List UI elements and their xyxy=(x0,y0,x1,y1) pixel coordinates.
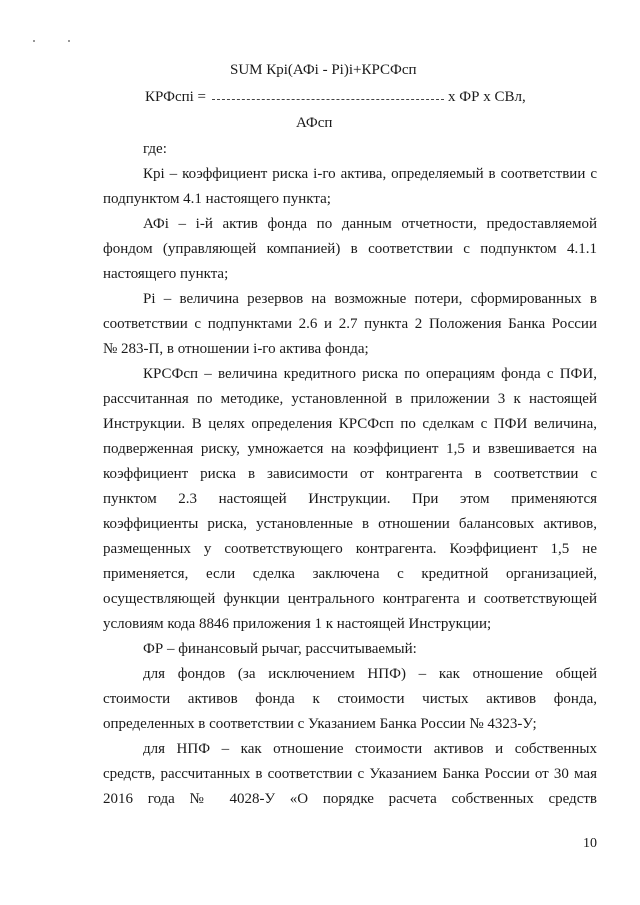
formula-numerator: SUM Крi(АФi - Рi)i+КРСФсп xyxy=(230,62,417,78)
text-line: определенных в соответствии с Указанием Банка России № 4323-У; xyxy=(103,716,537,732)
formula-left-side: КРФспi = xyxy=(145,89,207,105)
text-line: соответствии с подпунктами 2.6 и 2.7 пункта 2 Положения Банка России xyxy=(103,316,597,332)
text-line: для НПФ – как отношение стоимости активов и собственных xyxy=(143,741,597,757)
text-line: применяется, если сделка заключена с кредитной организацией, xyxy=(103,566,597,582)
text-line: для фондов (за исключением НПФ) – как отношение общей xyxy=(143,666,597,682)
text-line: коэффициенты риска, установленные в отношении балансовых активов, xyxy=(103,516,597,532)
text-line: подверженная риску, умножается на коэффициент 1,5 и взвешивается на xyxy=(103,441,597,457)
scan-speck xyxy=(68,40,70,42)
text-line: Рi – величина резервов на возможные потери, сформированных в xyxy=(143,291,597,307)
text-line: коэффициент риска в зависимости от контрагента в соответствии с xyxy=(103,466,597,482)
text-line: Крi – коэффициент риска i-го актива, определяемый в соответствии с xyxy=(143,166,597,182)
text-line: 2016 года № 4028-У «О порядке расчета собственных средств xyxy=(103,791,597,807)
text-line: АФi – i-й актив фонда по данным отчетности, предоставляемой xyxy=(143,216,597,232)
text-line: размещенных у соответствующего контрагента. Коэффициент 1,5 не xyxy=(103,541,597,557)
text-line: рассчитанная по методике, установленной в приложении 3 к настоящей xyxy=(103,391,597,407)
text-line: № 283-П, в отношении i-го актива фонда; xyxy=(103,341,369,357)
page-number: 10 xyxy=(583,836,597,851)
text-line: стоимости активов фонда к стоимости чистых активов фонда, xyxy=(103,691,597,707)
scan-speck xyxy=(33,40,35,42)
formula-denominator: АФсп xyxy=(296,115,333,131)
text-line: где: xyxy=(143,141,167,157)
text-line: осуществляющей функции центрального контрагента и соответствующей xyxy=(103,591,597,607)
text-line: условиям кода 8846 приложения 1 к настоящей Инструкции; xyxy=(103,616,492,632)
text-line: настоящего пункта; xyxy=(103,266,229,282)
text-line: пунктом 2.3 настоящей Инструкции. При этом применяются xyxy=(103,491,597,507)
text-line: Инструкции. В целях определения КРСФсп по сделкам с ПФИ величина, xyxy=(103,416,597,432)
fraction-bar xyxy=(212,99,444,100)
text-line: подпунктом 4.1 настоящего пункта; xyxy=(103,191,331,207)
text-line: фондом (управляющей компанией) в соответствии с подпунктом 4.1.1 xyxy=(103,241,597,257)
text-line: средств, рассчитанных в соответствии с Указанием Банка России от 30 мая xyxy=(103,766,597,782)
text-line: КРСФсп – величина кредитного риска по операциям фонда с ПФИ, xyxy=(143,366,597,382)
text-line: ФР – финансовый рычаг, рассчитываемый: xyxy=(143,641,417,657)
formula-right-side: х ФР х СВл, xyxy=(448,89,526,105)
